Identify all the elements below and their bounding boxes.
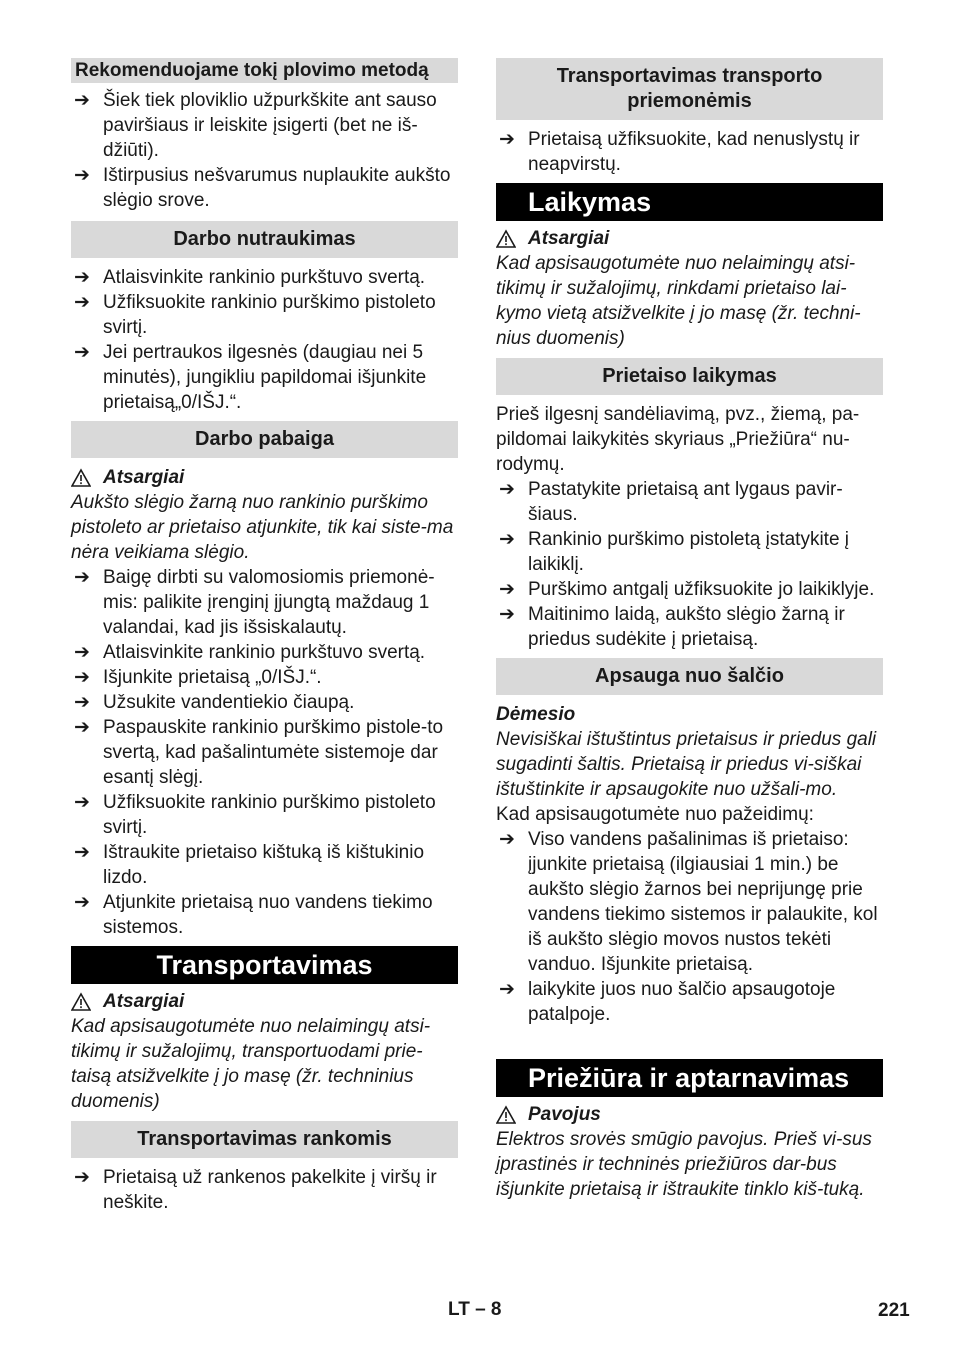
heading-interrupt: Darbo nutraukimas — [71, 221, 458, 258]
section-device-storage — [496, 358, 883, 652]
list-item: ➔ Prietaisą užfiksuokite, kad nenuslystų ir neapvirstų. — [499, 129, 860, 175]
warning-label: Pavojus — [496, 1102, 883, 1127]
arrow-right-icon: ➔ — [74, 90, 90, 111]
list-item: ➔ Išjunkite prietaisą „0/IŠJ.“. — [74, 667, 322, 688]
arrow-right-icon: ➔ — [499, 829, 515, 850]
heading-storage: Laikymas — [496, 183, 883, 221]
arrow-right-icon: ➔ — [74, 567, 90, 588]
heading-transport-vehicle: Transportavimas transporto priemonėmis — [496, 58, 883, 120]
arrow-right-icon: ➔ — [499, 604, 515, 625]
arrow-right-icon: ➔ — [74, 717, 90, 738]
heading-transport-hand: Transportavimas rankomis — [71, 1121, 458, 1158]
heading-maintenance: Priežiūra ir aptarnavimas — [496, 1059, 883, 1097]
footer-page-number: 221 — [878, 1300, 910, 1321]
heading-device-storage: Prietaiso laikymas — [496, 358, 883, 395]
warning-triangle-icon — [496, 1105, 516, 1125]
arrow-right-icon: ➔ — [499, 129, 515, 150]
section-finish — [71, 421, 458, 940]
list-item: ➔ Viso vandens pašalinimas iš prietaiso: įjunkite prietaisą (ilgiausiai 1 min.) be aukšto slėgio žarnos bei neprijungę prie vandens tiekimo sistemos ir palaukite, kol iš aukšto slėgio movos nustos tekėti vanduo. Išjunkite prietaisą. — [499, 829, 878, 975]
warning-triangle-icon — [496, 229, 516, 249]
section-frost — [496, 658, 883, 1027]
list-item: ➔ Rankinio purškimo pistoletą įstatykite į laikiklį. — [499, 529, 850, 575]
arrow-right-icon: ➔ — [74, 267, 90, 288]
list-frost — [496, 827, 883, 1027]
section-storage — [496, 183, 883, 351]
list-item: ➔ Atjunkite prietaisą nuo vandens tiekimo sistemos. — [74, 892, 433, 938]
heading-frost: Apsauga nuo šalčio — [496, 658, 883, 695]
list-item: ➔ Paspauskite rankinio purškimo pistole-to svertą, kad pašalintumėte sistemoje dar esantį slėgį. — [74, 717, 444, 788]
section-transport-hand — [71, 1121, 458, 1215]
warning-triangle-icon — [71, 468, 91, 488]
list-item: ➔ Jei pertraukos ilgesnės (daugiau nei 5 minutės), jungikliu papildomai išjunkite prietaisą„0/IŠJ.“. — [74, 342, 427, 413]
arrow-right-icon: ➔ — [74, 292, 90, 313]
section-transport — [71, 946, 458, 1114]
warning-label: Atsargiai — [496, 226, 883, 251]
notice-label: Dėmesio — [496, 704, 576, 725]
arrow-right-icon: ➔ — [74, 842, 90, 863]
list-finish — [71, 565, 458, 940]
section-maintenance — [496, 1059, 883, 1202]
arrow-right-icon: ➔ — [74, 642, 90, 663]
list-item: ➔ Užfiksuokite rankinio purškimo pistoleto svirtį. — [74, 292, 436, 338]
warning-text: Kad apsisaugotumėte nuo nelaimingų atsi-tikimų ir sužalojimų, rinkdami prietaiso lai-kymo vietą atsižvelkite į jo masę (žr. techni-nius duomenis) — [496, 253, 861, 349]
section-transport-vehicle — [496, 58, 883, 177]
section-interrupt — [71, 221, 458, 415]
list-interrupt — [71, 265, 458, 415]
arrow-right-icon: ➔ — [499, 579, 515, 600]
list-device-storage — [496, 477, 883, 652]
arrow-right-icon: ➔ — [499, 529, 515, 550]
arrow-right-icon: ➔ — [74, 892, 90, 913]
arrow-right-icon: ➔ — [74, 792, 90, 813]
arrow-right-icon: ➔ — [74, 165, 90, 186]
warning-text: Elektros srovės smūgio pavojus. Prieš vi-sus įprastinės ir techninės priežiūros dar-bus išjunkite prietaisą ir ištraukite tinklo kiš-tuką. — [496, 1129, 872, 1200]
list-transport-hand — [71, 1165, 458, 1215]
arrow-right-icon: ➔ — [74, 1167, 90, 1188]
list-transport-vehicle — [496, 127, 883, 177]
list-item: ➔ Pastatykite prietaisą ant lygaus pavir-šiaus. — [499, 479, 843, 525]
warning-label: Atsargiai — [71, 989, 458, 1014]
list-recommend — [71, 88, 458, 213]
notice-text: Nevisiškai ištuštintus prietaisus ir priedus gali sugadinti šaltis. Prietaisą ir priedus vi-siškai ištuštinkite ir apsaugokite nuo užšali-mo. — [496, 729, 877, 800]
list-item: ➔ Atlaisvinkite rankinio purkštuvo svertą. — [74, 267, 426, 288]
warning-text: Aukšto slėgio žarną nuo rankinio purškimo pistoleto ar prietaiso atjunkite, tik kai siste-ma nėra veikiama slėgio. — [71, 492, 454, 563]
arrow-right-icon: ➔ — [74, 667, 90, 688]
warning-text: Kad apsisaugotumėte nuo nelaimingų atsi-tikimų ir sužalojimų, transportuodami prie-taisą atsižvelkite į jo masę (žr. techninius duomenis) — [71, 1016, 431, 1112]
arrow-right-icon: ➔ — [74, 692, 90, 713]
arrow-right-icon: ➔ — [499, 979, 515, 1000]
list-item: ➔ Šiek tiek ploviklio užpurkškite ant sauso paviršiaus ir leiskite įsigerti (bet ne iš-džiūti). — [74, 90, 437, 161]
list-item: ➔ Ištirpusius nešvarumus nuplaukite aukšto slėgio srove. — [74, 165, 451, 211]
list-item: ➔ Purškimo antgalį užfiksuokite jo laikiklyje. — [499, 579, 875, 600]
section-recommend — [71, 58, 458, 213]
footer-language-page: LT – 8 — [448, 1299, 502, 1320]
warning-label: Atsargiai — [71, 465, 458, 490]
warning-triangle-icon — [71, 992, 91, 1012]
list-item: ➔ laikykite juos nuo šalčio apsaugotoje patalpoje. — [499, 979, 836, 1025]
list-item: ➔ Maitinimo laidą, aukšto slėgio žarną ir priedus sudėkite į prietaisą. — [499, 604, 845, 650]
heading-finish: Darbo pabaiga — [71, 421, 458, 458]
intro-text: Prieš ilgesnį sandėliavimą, pvz., žiemą, pa-pildomai laikykitės skyriaus „Priežiūra“ nu-rodymų. — [496, 404, 860, 475]
heading-recommend: Rekomenduojame tokį plovimo metodą — [71, 58, 458, 83]
list-item: ➔ Užfiksuokite rankinio purškimo pistoleto svirtį. — [74, 792, 436, 838]
list-item: ➔ Atlaisvinkite rankinio purkštuvo svertą. — [74, 642, 426, 663]
intro-text: Kad apsisaugotumėte nuo pažeidimų: — [496, 804, 814, 825]
heading-transport: Transportavimas — [71, 946, 458, 984]
list-item: ➔ Ištraukite prietaiso kištuką iš kištukinio lizdo. — [74, 842, 425, 888]
arrow-right-icon: ➔ — [74, 342, 90, 363]
list-item: ➔ Baigę dirbti su valomosiomis priemonė-mis: palikite įrenginį įjungtą maždaug 1 valandai, kad jis išsiskalautų. — [74, 567, 435, 638]
list-item: ➔ Prietaisą už rankenos pakelkite į viršų ir neškite. — [74, 1167, 437, 1213]
arrow-right-icon: ➔ — [499, 479, 515, 500]
list-item: ➔ Užsukite vandentiekio čiaupą. — [74, 692, 355, 713]
